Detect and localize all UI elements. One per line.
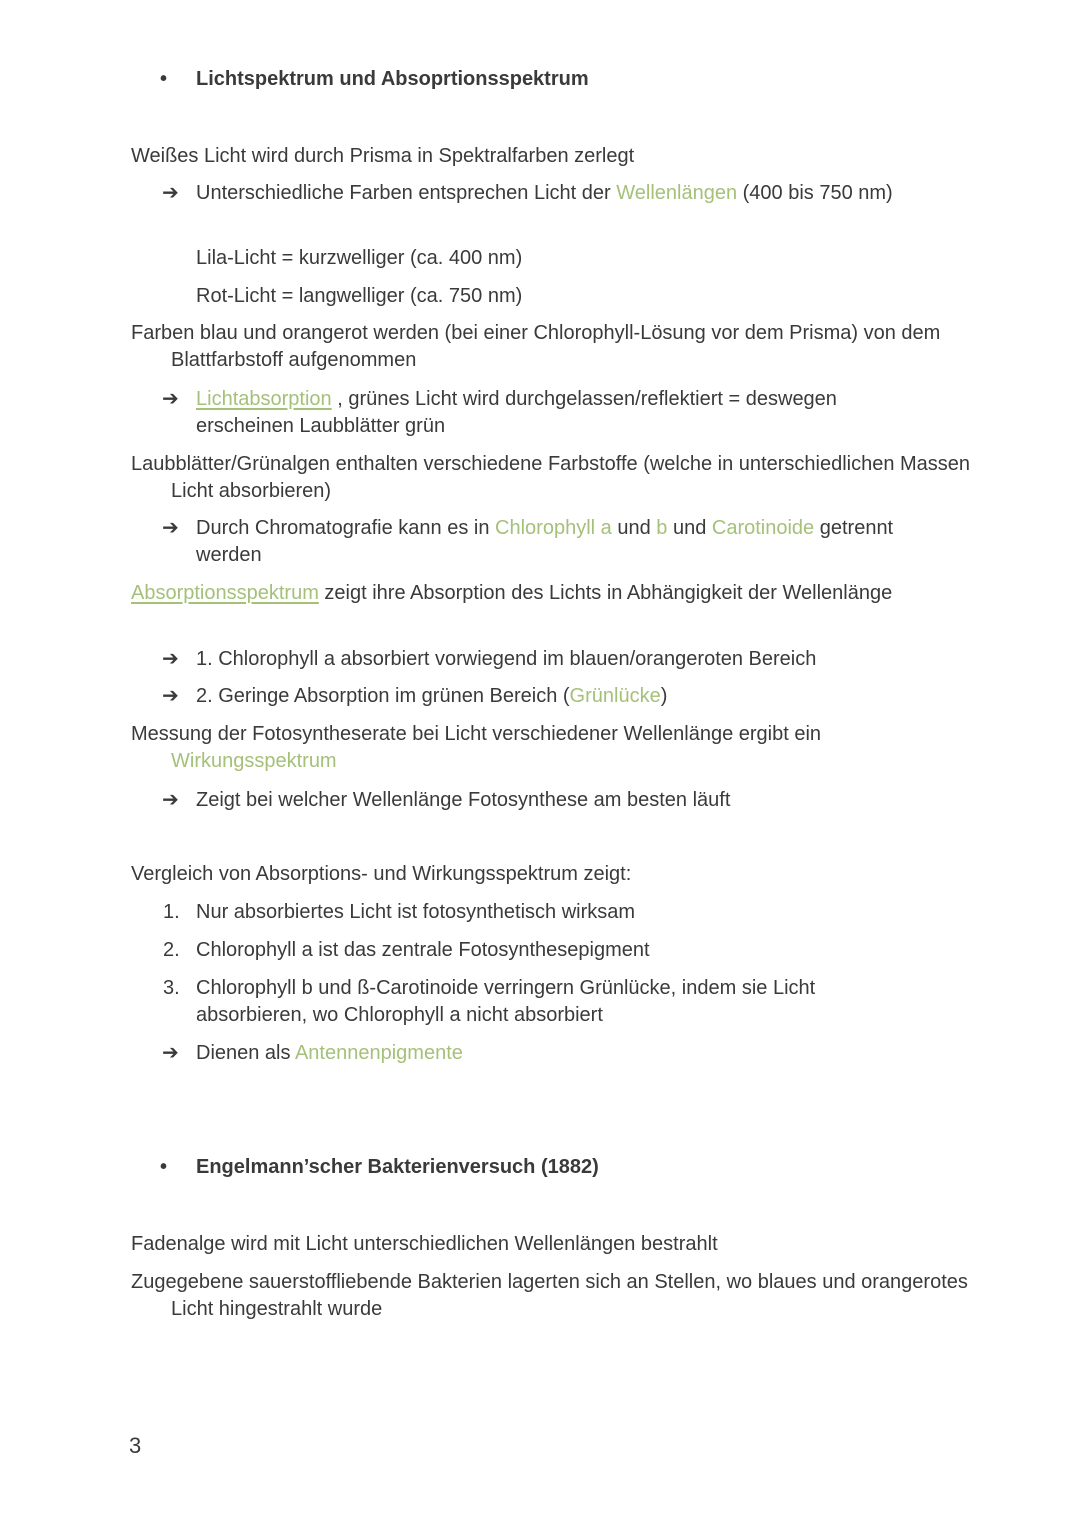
arrow-item-text: Zeigt bei welcher Wellenlänge Fotosynthese am besten läuft [196,789,731,811]
list-item-text: Chlorophyll a ist das zentrale Fotosynthesepigment [196,939,650,961]
paragraph-laubblaetter: Laubblätter/Grünalgen enthalten verschiedene Farbstoffe (welche in unterschiedlichen Massen Licht absorbieren) [131,453,971,502]
arrow-item-antennenpigmente [162,1040,912,1067]
term-antennenpigmente: Antennenpigmente [294,1042,463,1064]
arrow-item-wellenlaenge-fotosynthese [162,787,912,814]
arrow-item-text: Unterschiedliche Farben entsprechen Licht der Wellenlängen (400 bis 750 nm) [196,182,893,204]
line-lila-licht: Lila-Licht = kurzwelliger (ca. 400 nm) [196,247,523,269]
arrow-icon: ➔ [162,1042,179,1064]
arrow-item-lichtabsorption [162,386,912,440]
heading-text: Lichtspektrum und Absoprtionsspektrum [196,68,589,90]
paragraph-bakterien: Zugegebene sauerstoffliebende Bakterien lagerten sich an Stellen, wo blaues und orangerotes Licht hingestrahlt wurde [131,1271,968,1320]
arrow-item-text: Lichtabsorption , grünes Licht wird durchgelassen/reflektiert = deswegen erscheinen Laubblätter grün [196,388,837,437]
list-item [163,937,903,964]
list-item [163,975,903,1029]
term-wirkungsspektrum: Wirkungsspektrum [171,750,337,772]
arrow-item-chlorophyll-a-absorbiert [162,646,912,673]
term-b: b [656,517,668,539]
list-number: 2. [163,939,180,961]
bullet-icon: • [160,68,168,90]
bullet-icon: • [160,1156,168,1178]
arrow-item-text: 2. Geringe Absorption im grünen Bereich (Grünlücke) [196,685,668,707]
arrow-icon: ➔ [162,648,179,670]
list-number: 1. [163,901,180,923]
paragraph-weisses-licht: Weißes Licht wird durch Prisma in Spektralfarben zerlegt [131,145,635,167]
heading-text: Engelmann’scher Bakterienversuch (1882) [196,1156,599,1178]
term-chlorophyll-a: Chlorophyll a [495,517,612,539]
arrow-item-chromatografie [162,515,912,569]
paragraph-fadenalge: Fadenalge wird mit Licht unterschiedlichen Wellenlängen bestrahlt [131,1233,718,1255]
arrow-item-gruenluecke [162,683,912,710]
arrow-item-text: 1. Chlorophyll a absorbiert vorwiegend im blauen/orangeroten Bereich [196,648,817,670]
term-gruenluecke: Grünlücke [569,685,661,707]
arrow-icon: ➔ [162,685,179,707]
list-item-text: Chlorophyll b und ß-Carotinoide verringern Grünlücke, indem sie Licht absorbieren, wo Chlorophyll a nicht absorbiert [196,977,816,1026]
arrow-item-text: Durch Chromatografie kann es in Chlorophyll a und b und Carotinoide getrennt werden [196,517,894,566]
list-item-text: Nur absorbiertes Licht ist fotosynthetisch wirksam [196,901,636,923]
link-absorptionsspektrum[interactable]: Absorptionsspektrum [131,582,319,604]
page-number: 3 [129,1433,142,1458]
paragraph-messung: Messung der Fotosyntheserate bei Licht verschiedener Wellenlänge ergibt ein Wirkungsspektrum [131,723,822,772]
line-rot-licht: Rot-Licht = langwelliger (ca. 750 nm) [196,285,523,307]
paragraph-vergleich: Vergleich von Absorptions- und Wirkungsspektrum zeigt: [131,863,632,885]
paragraph-absorptionsspektrum: Absorptionsspektrum zeigt ihre Absorption des Lichts in Abhängigkeit der Wellenlänge [131,582,893,604]
paragraph-farben-blau: Farben blau und orangerot werden (bei einer Chlorophyll-Lösung vor dem Prisma) von dem Blattfarbstoff aufgenommen [131,322,941,371]
term-wellenlaengen: Wellenlängen [616,182,738,204]
arrow-icon: ➔ [162,182,179,204]
arrow-icon: ➔ [162,517,179,539]
arrow-item-farben-wellenlaengen [162,180,912,207]
link-lichtabsorption[interactable]: Lichtabsorption [196,388,332,410]
arrow-item-text: Dienen als Antennenpigmente [196,1042,463,1064]
arrow-icon: ➔ [162,388,179,410]
term-carotinoide: Carotinoide [711,517,815,539]
arrow-icon: ➔ [162,789,179,811]
list-number: 3. [163,977,180,999]
list-item [163,899,903,926]
